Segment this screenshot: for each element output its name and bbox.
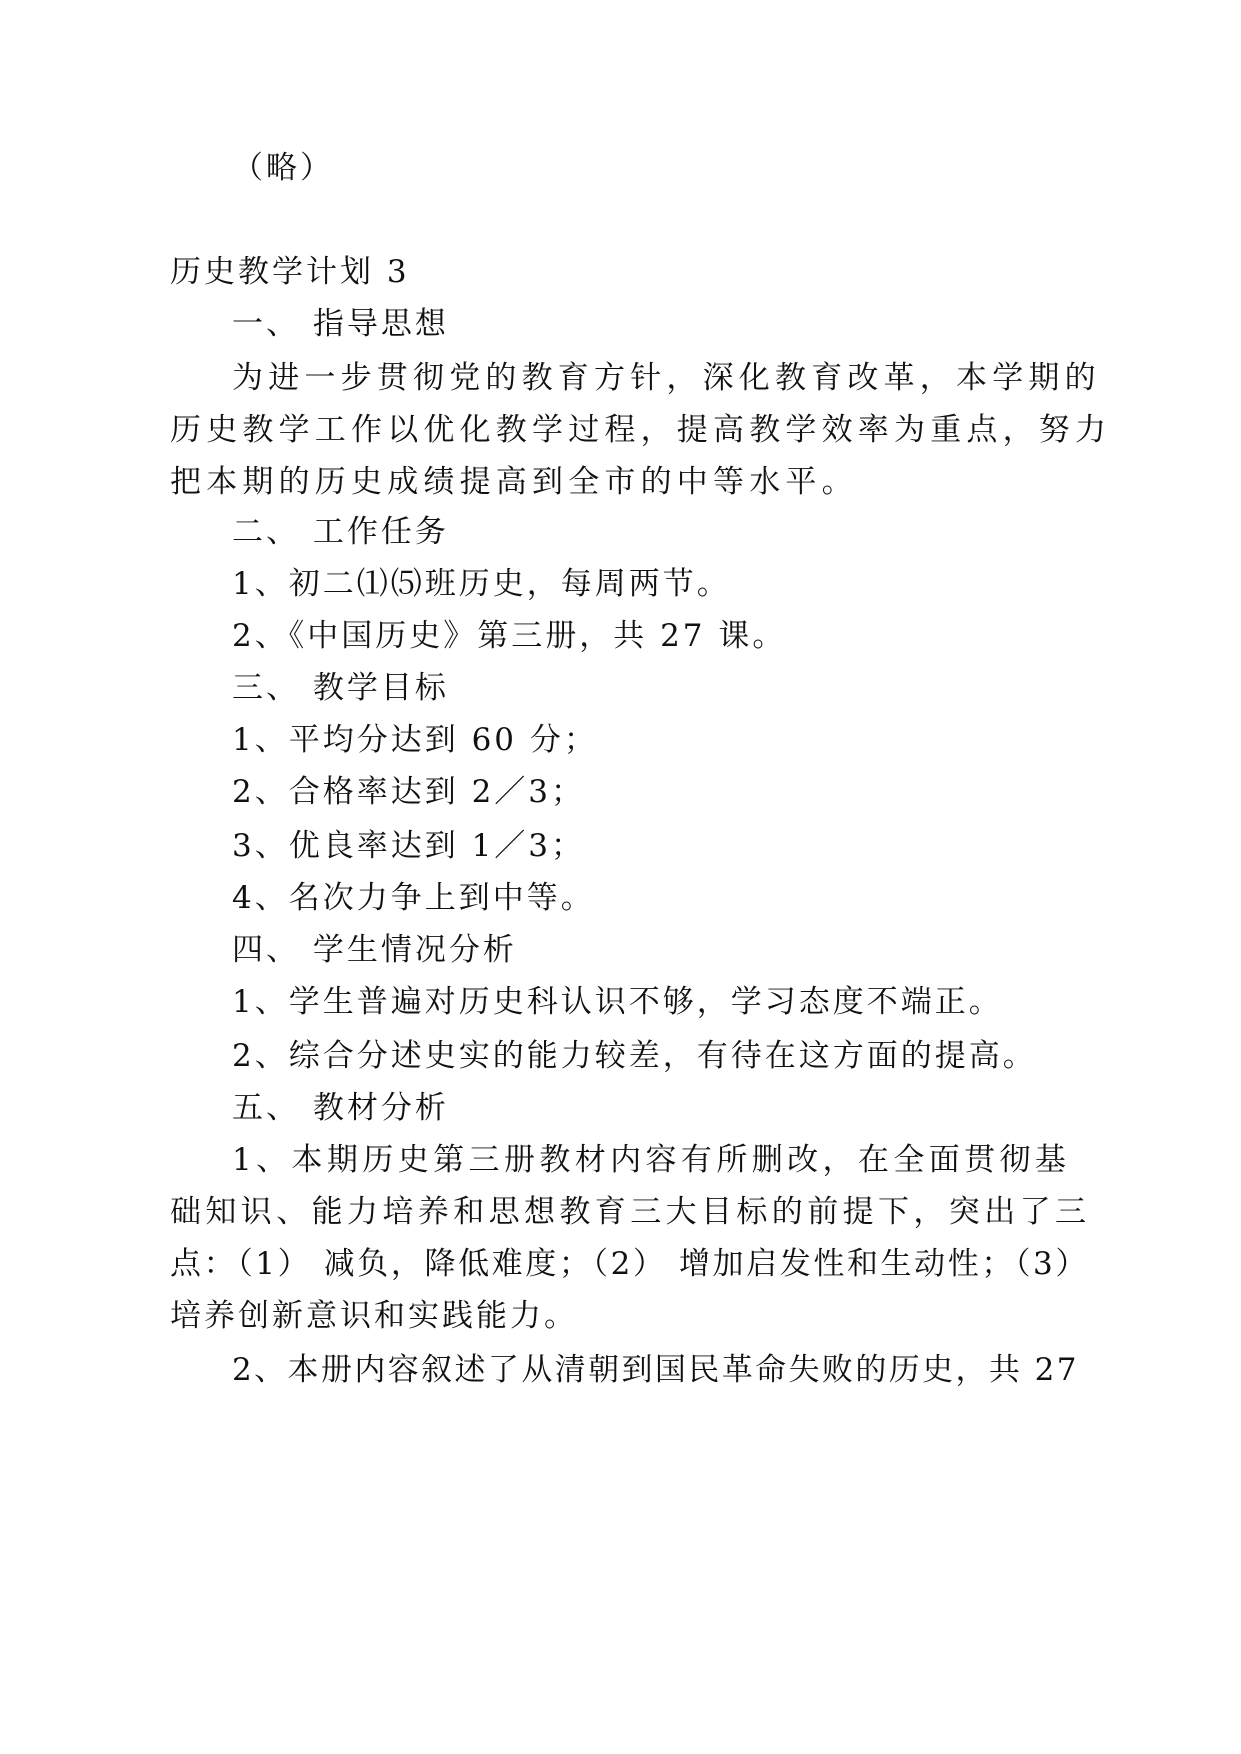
- paragraph-line: 点：（1） 减负，降低难度；（2） 增加启发性和生动性；（3）: [170, 1246, 1089, 1282]
- paragraph-line: 培养创新意识和实践能力。: [170, 1298, 578, 1334]
- list-item: 3、优良率达到 1／3；: [232, 828, 586, 864]
- omitted-note: （略）: [232, 150, 334, 186]
- list-item: 1、初二⑴⑸班历史，每周两节。: [232, 566, 731, 602]
- paragraph-line: 把本期的历史成绩提高到全市的中等水平。: [170, 464, 858, 500]
- list-item: 2、《中国历史》第三册，共 27 课。: [232, 618, 787, 654]
- section-heading-student-analysis: 四、 学生情况分析: [232, 932, 517, 968]
- section-heading-textbook-analysis: 五、 教材分析: [232, 1090, 449, 1126]
- paragraph-line: 2、本册内容叙述了从清朝到国民革命失败的历史，共 27: [232, 1352, 1079, 1388]
- list-item: 2、合格率达到 2／3；: [232, 774, 586, 810]
- list-item: 1、学生普遍对历史科认识不够，学习态度不端正。: [232, 984, 1003, 1020]
- list-item: 1、平均分达到 60 分；: [232, 722, 598, 758]
- paragraph-line: 础知识、能力培养和思想教育三大目标的前提下，突出了三: [170, 1194, 1091, 1230]
- paragraph-line: 为进一步贯彻党的教育方针，深化教育改革，本学期的: [232, 360, 1101, 396]
- document-title: 历史教学计划 3: [170, 254, 410, 290]
- list-item: 2、综合分述史实的能力较差，有待在这方面的提高。: [232, 1038, 1037, 1074]
- section-heading-work-tasks: 二、 工作任务: [232, 514, 449, 550]
- section-heading-teaching-goals: 三、 教学目标: [232, 670, 449, 706]
- section-heading-guiding-ideology: 一、 指导思想: [232, 306, 449, 342]
- paragraph-line: 历史教学工作以优化教学过程，提高教学效率为重点，努力: [170, 412, 1112, 448]
- paragraph-line: 1、本期历史第三册教材内容有所删改，在全面贯彻基: [232, 1142, 1071, 1178]
- list-item: 4、名次力争上到中等。: [232, 880, 595, 916]
